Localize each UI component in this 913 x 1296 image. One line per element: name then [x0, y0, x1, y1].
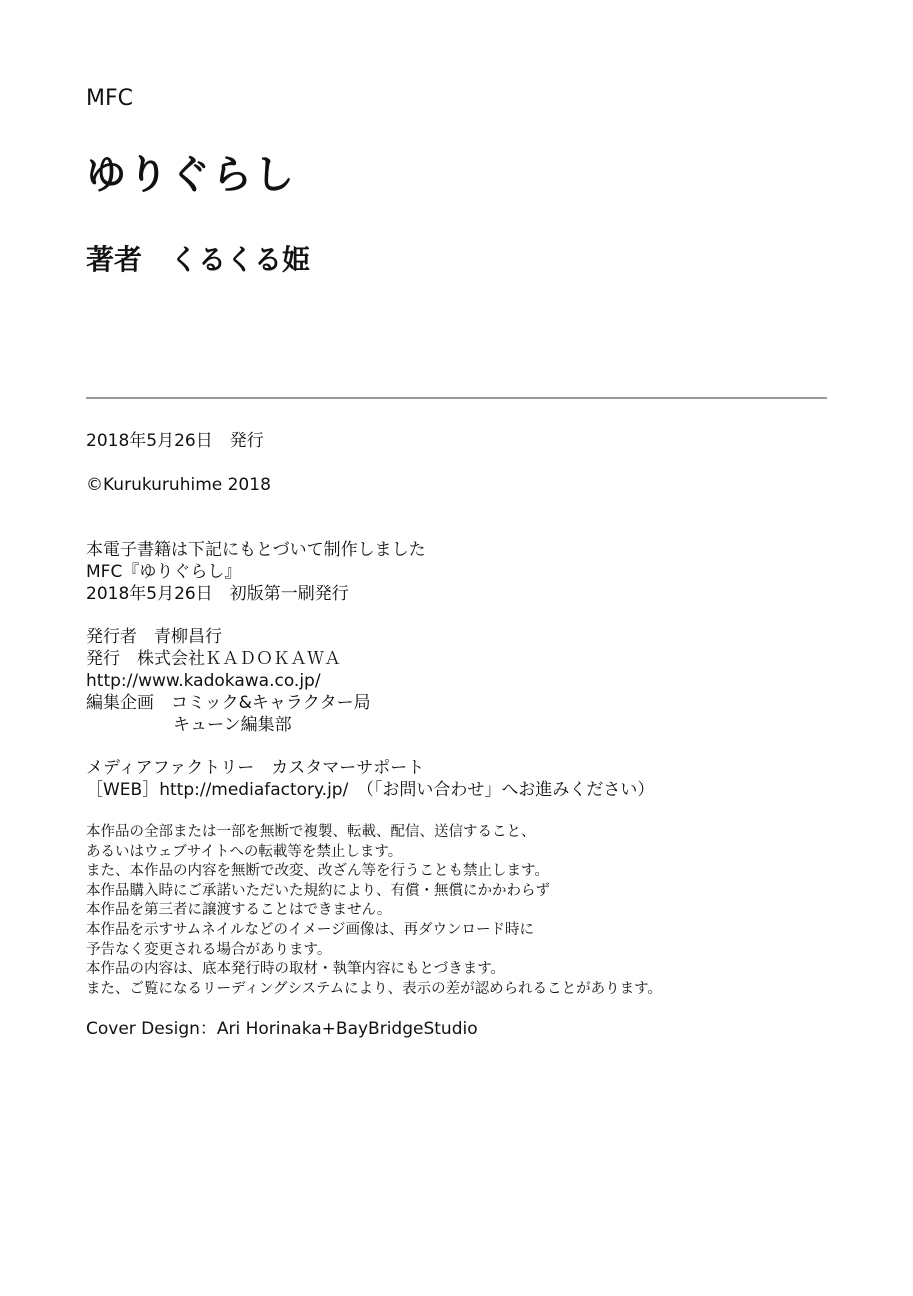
- notice-line: また、本作品の内容を無断で改変、改ざん等を行うことも禁止します。: [86, 863, 549, 880]
- book-title: ゆりぐらし: [86, 152, 296, 198]
- publisher-line: 編集企画 コミック&キャラクター局: [86, 693, 371, 713]
- support-line: メディアファクトリー カスタマーサポート: [86, 758, 425, 778]
- cover-design-credit: Cover Design：Ari Horinaka+BayBridgeStudio: [86, 1019, 478, 1039]
- imprint-label: MFC: [86, 86, 133, 111]
- publisher-url: http://www.kadokawa.co.jp/: [86, 671, 321, 691]
- support-block: [86, 757, 654, 801]
- notice-line: また、ご覧になるリーディングシステムにより、表示の差が認められることがあります。: [86, 980, 662, 997]
- source-line: 2018年5月26日 初版第一刷発行: [86, 584, 349, 604]
- publisher-line: キューン編集部: [173, 715, 292, 735]
- support-web-line: ［WEB］http://mediafactory.jp/ （「お問い合わせ」へお進みください）: [86, 780, 655, 800]
- source-block: [86, 539, 426, 605]
- publisher-block: [86, 626, 371, 736]
- publisher-line: 発行 株式会社ＫＡＤＯＫＡＷＡ: [86, 649, 341, 669]
- publisher-line: 発行者 青柳昌行: [86, 627, 222, 647]
- notice-line: 本作品を示すサムネイルなどのイメージ画像は、再ダウンロード時に: [86, 921, 535, 938]
- source-line: MFC『ゆりぐらし』: [86, 562, 242, 582]
- notice-line: 予告なく変更される場合があります。: [86, 941, 332, 958]
- divider: [86, 397, 827, 399]
- copyright-line: ©Kurukuruhime 2018: [86, 475, 271, 495]
- notice-line: 本作品を第三者に譲渡することはできません。: [86, 902, 392, 919]
- notice-line: 本作品の全部または一部を無断で複製、転載、配信、送信すること、: [86, 824, 536, 840]
- publication-date: 2018年5月26日 発行: [86, 431, 264, 451]
- author-line: 著者 くるくる姫: [86, 243, 311, 276]
- notice-line: あるいはウェブサイトへの転載等を禁止します。: [86, 843, 403, 860]
- source-line: 本電子書籍は下記にもとづいて制作しました: [86, 540, 426, 560]
- notice-block: [86, 823, 662, 999]
- notice-line: 本作品購入時にご承諾いただいた規約により、有償・無償にかかわらず: [86, 882, 550, 899]
- notice-line: 本作品の内容は、底本発行時の取材・執筆内容にもとづきます。: [86, 961, 506, 978]
